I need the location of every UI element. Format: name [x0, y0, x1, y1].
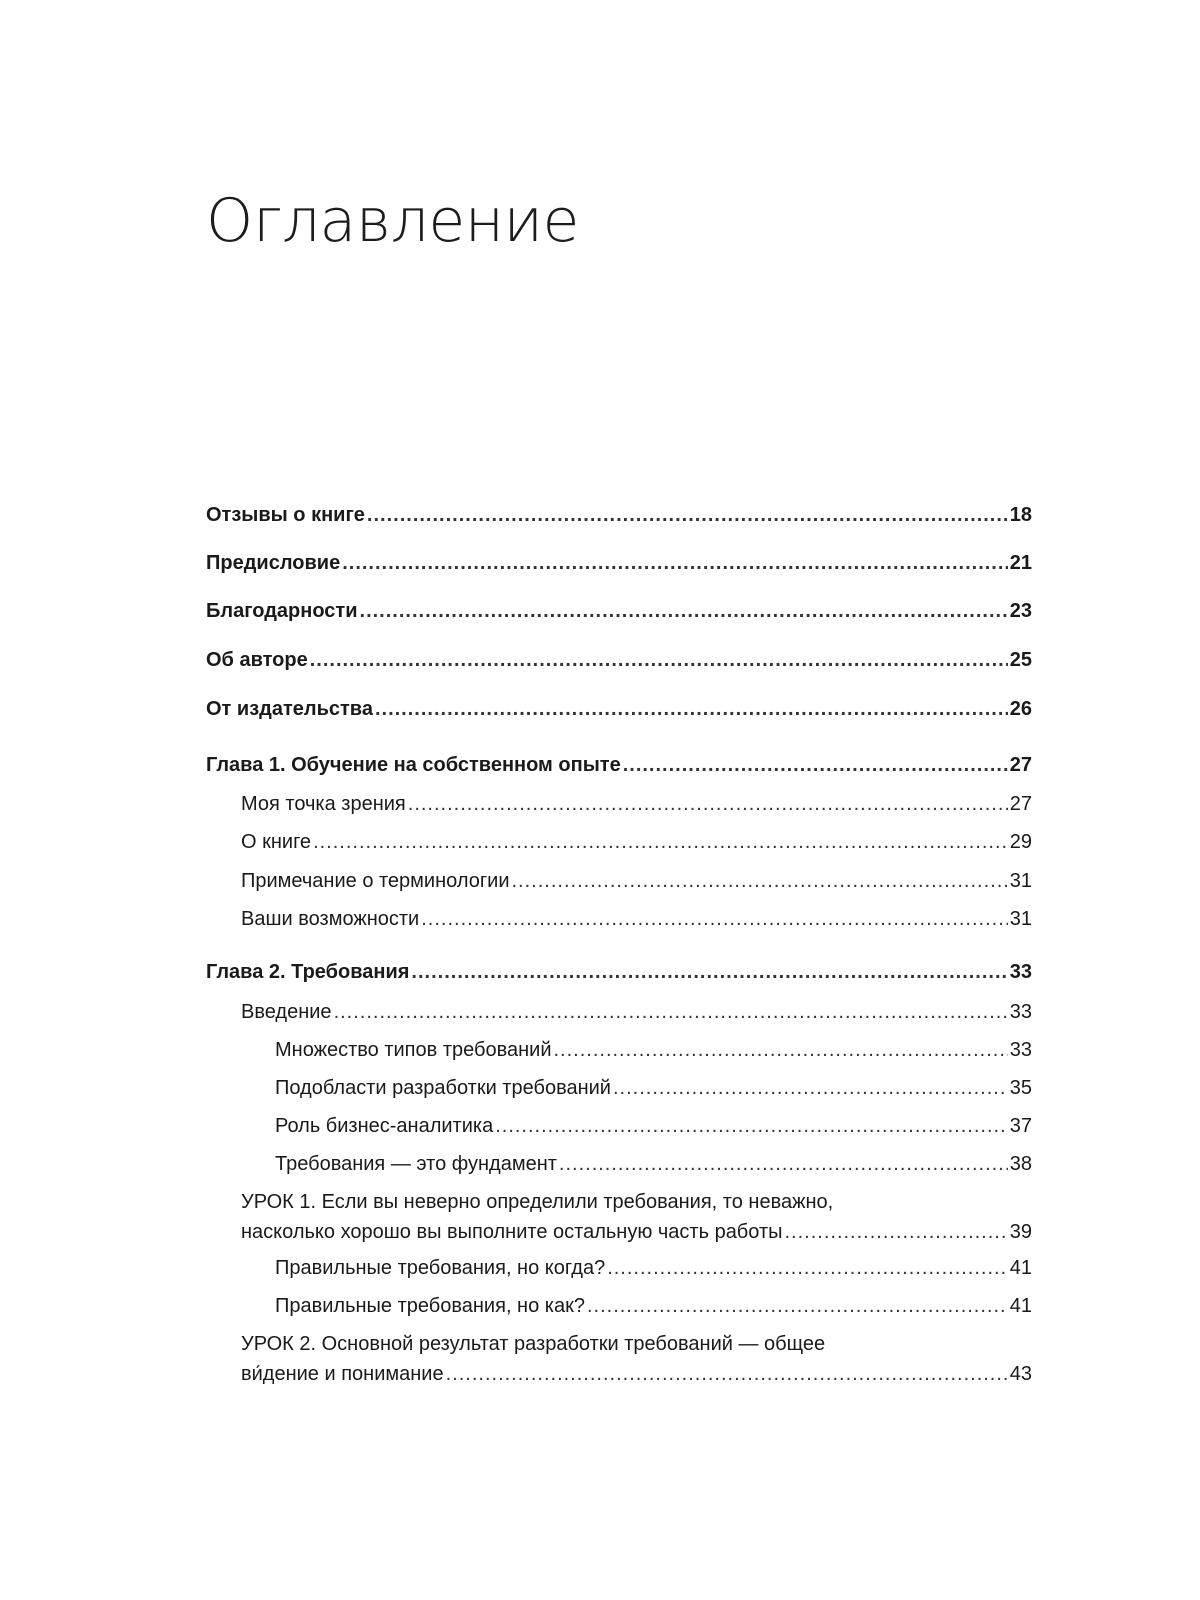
toc-entry-requirement-types[interactable] [206, 1035, 1032, 1065]
toc-entry-page: 33 [1009, 1039, 1032, 1061]
dot-leader [408, 789, 1008, 819]
toc-entry-page: 25 [1009, 649, 1032, 671]
dot-leader [559, 1149, 1008, 1179]
toc-entry-right-requirements-when[interactable] [206, 1253, 1032, 1283]
toc-entry-lesson-2[interactable] [206, 1329, 1032, 1389]
dot-leader [623, 750, 1008, 780]
dot-leader [411, 957, 1007, 987]
dot-leader [375, 694, 1008, 724]
toc-entry-title: Требования — это фундамент [275, 1153, 557, 1175]
page-title: Оглавление [206, 186, 579, 256]
dot-leader [334, 997, 1008, 1027]
toc-entry-page: 18 [1009, 504, 1032, 526]
toc-entry-title: О книге [241, 831, 312, 853]
toc-entry-page: 26 [1009, 698, 1032, 720]
toc-entry-title: Благодарности [206, 600, 358, 622]
dot-leader [342, 548, 1008, 578]
toc-entry-page: 41 [1009, 1257, 1032, 1279]
dot-leader [421, 904, 1008, 934]
toc-entry-lesson-1[interactable] [206, 1187, 1032, 1247]
toc-entry-reviews[interactable] [206, 500, 1032, 530]
dot-leader [446, 1359, 1008, 1389]
dot-leader [360, 596, 1008, 626]
dot-leader [495, 1111, 1008, 1141]
dot-leader [587, 1291, 1008, 1321]
toc-entry-terminology-note[interactable] [206, 866, 1032, 896]
dot-leader [607, 1253, 1008, 1283]
toc-entry-title: Отзывы о книге [206, 504, 365, 526]
toc-entry-title: ви́дение и понимание [241, 1363, 444, 1385]
toc-entry-publisher[interactable] [206, 694, 1032, 724]
dot-leader [613, 1073, 1008, 1103]
toc-entry-requirements-foundation[interactable] [206, 1149, 1032, 1179]
toc-entry-title: Моя точка зрения [241, 793, 406, 815]
toc-entry-title: Примечание о терминологии [241, 870, 510, 892]
dot-leader [367, 500, 1008, 530]
dot-leader [313, 827, 1008, 857]
toc-entry-page: 31 [1009, 908, 1032, 930]
toc-entry-page: 39 [1009, 1221, 1032, 1243]
table-of-contents [206, 0, 1032, 1600]
toc-entry-title: Глава 2. Требования [206, 961, 410, 983]
toc-entry-title: насколько хорошо вы выполните остальную часть работы [241, 1221, 783, 1243]
toc-entry-about-book[interactable] [206, 827, 1032, 857]
toc-entry-page: 43 [1009, 1363, 1032, 1385]
toc-entry-title: От издательства [206, 698, 373, 720]
toc-entry-title: Глава 1. Обучение на собственном опыте [206, 754, 621, 776]
toc-entry-page: 29 [1009, 831, 1032, 853]
toc-entry-page: 27 [1009, 754, 1032, 776]
toc-entry-title: Правильные требования, но как? [275, 1295, 585, 1317]
toc-entry-page: 35 [1009, 1077, 1032, 1099]
toc-entry-page: 23 [1009, 600, 1032, 622]
toc-entry-title-line: УРОК 2. Основной результат разработки требований — общее [241, 1333, 826, 1355]
toc-entry-requirements-subareas[interactable] [206, 1073, 1032, 1103]
toc-entry-title: Предисловие [206, 552, 341, 574]
dot-leader [553, 1035, 1007, 1065]
toc-entry-page: 33 [1009, 961, 1032, 983]
toc-entry-title: Ваши возможности [241, 908, 420, 930]
toc-entry-title: Множество типов требований [275, 1039, 552, 1061]
toc-entry-acknowledgements[interactable] [206, 596, 1032, 626]
toc-entry-page: 41 [1009, 1295, 1032, 1317]
dot-leader [310, 645, 1008, 675]
dot-leader [784, 1217, 1007, 1247]
toc-entry-introduction[interactable] [206, 997, 1032, 1027]
toc-entry-title: Введение [241, 1001, 332, 1023]
toc-entry-about-author[interactable] [206, 645, 1032, 675]
toc-entry-page: 37 [1009, 1115, 1032, 1137]
toc-entry-preface[interactable] [206, 548, 1032, 578]
toc-entry-title-line: УРОК 1. Если вы неверно определили требования, то неважно, [241, 1191, 834, 1213]
toc-entry-page: 27 [1009, 793, 1032, 815]
toc-entry-your-opportunities[interactable] [206, 904, 1032, 934]
toc-entry-title: Правильные требования, но когда? [275, 1257, 606, 1279]
toc-entry-title: Роль бизнес-аналитика [275, 1115, 494, 1137]
toc-entry-business-analyst-role[interactable] [206, 1111, 1032, 1141]
toc-entry-page: 31 [1009, 870, 1032, 892]
toc-entry-title: Об авторе [206, 649, 308, 671]
toc-entry-page: 33 [1009, 1001, 1032, 1023]
toc-entry-right-requirements-how[interactable] [206, 1291, 1032, 1321]
toc-entry-my-viewpoint[interactable] [206, 789, 1032, 819]
toc-entry-chapter-1[interactable] [206, 750, 1032, 780]
toc-entry-title: Подобласти разработки требований [275, 1077, 611, 1099]
toc-entry-page: 21 [1009, 552, 1032, 574]
toc-entry-chapter-2[interactable] [206, 957, 1032, 987]
toc-entry-page: 38 [1009, 1153, 1032, 1175]
dot-leader [512, 866, 1008, 896]
